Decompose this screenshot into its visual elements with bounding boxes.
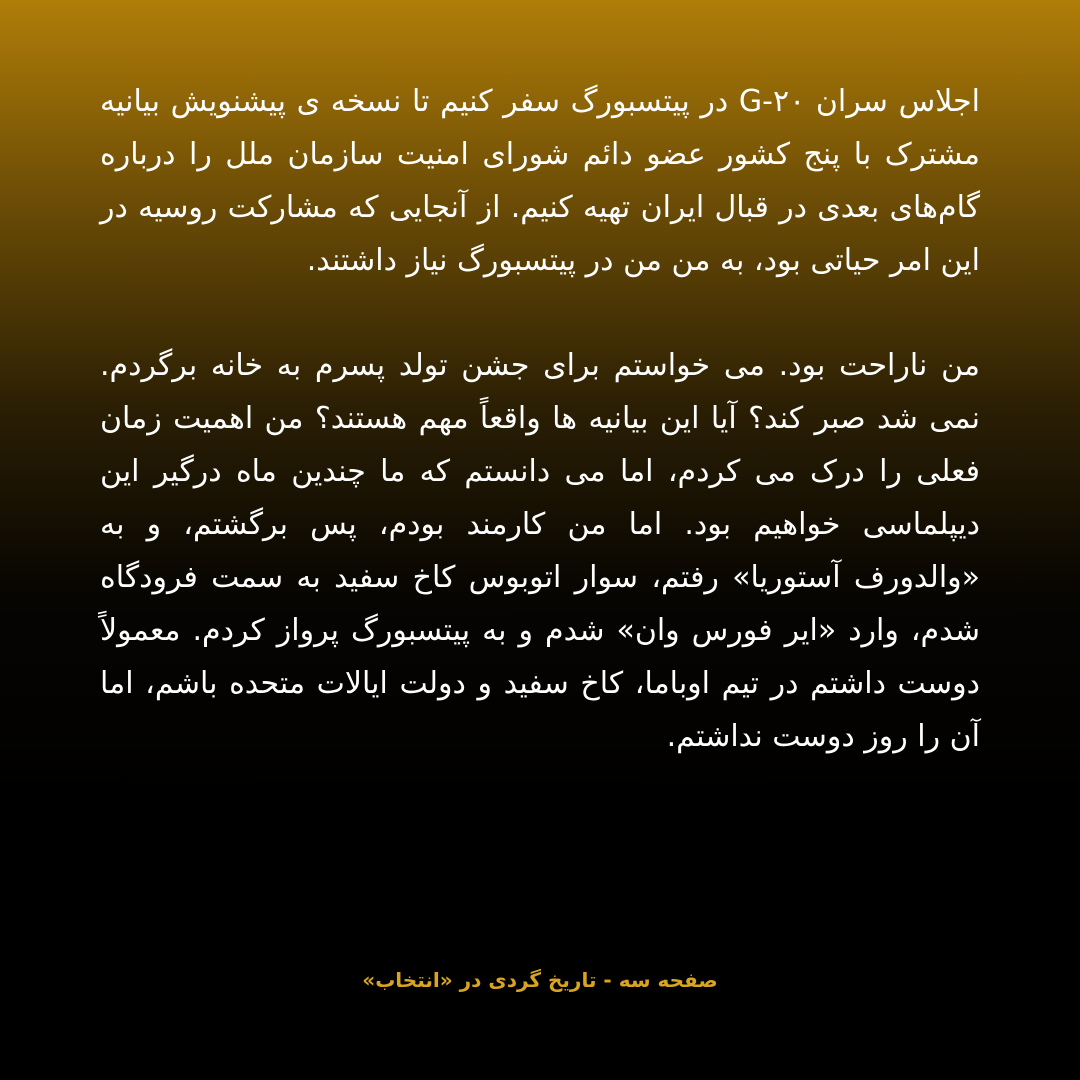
page-footer: صفحه سه - تاریخ گردی در «انتخاب» xyxy=(362,968,718,992)
paragraph-1: اجلاس سران G-۲۰ در پیتسبورگ سفر کنیم تا نسخه ی پیشنویش بیانیه مشترک با پنج کشور عضو دائم شورای امنیت سازمان ملل را درباره گام‌های بعدی در قبال ایران تهیه کنیم. از آنجایی که مشارکت روسیه در این امر حیاتی بود، به من من در پیتسبورگ نیاز داشتند. xyxy=(100,84,980,278)
article-body xyxy=(100,75,980,763)
paragraph-2: من ناراحت بود. می خواستم برای جشن تولد پسرم به خانه برگردم. نمی شد صبر کند؟ آیا این بیانیه ها واقعاً مهم هستند؟ من اهمیت زمان فعلی را درک می کردم، اما می دانستم که ما چندین ماه درگیر این دیپلماسی خواهیم بود. اما من کارمند بودم، پس برگشتم، و به «والدورف آستوریا» رفتم، سوار اتوبوس کاخ سفید به سمت فرودگاه شدم، وارد «ایر فورس وان» شدم و به پیتسبورگ پرواز کردم. معمولاً دوست داشتم در تیم اوباما، کاخ سفید و دولت ایالات متحده باشم، اما آن را روز دوست نداشتم. xyxy=(100,348,980,754)
